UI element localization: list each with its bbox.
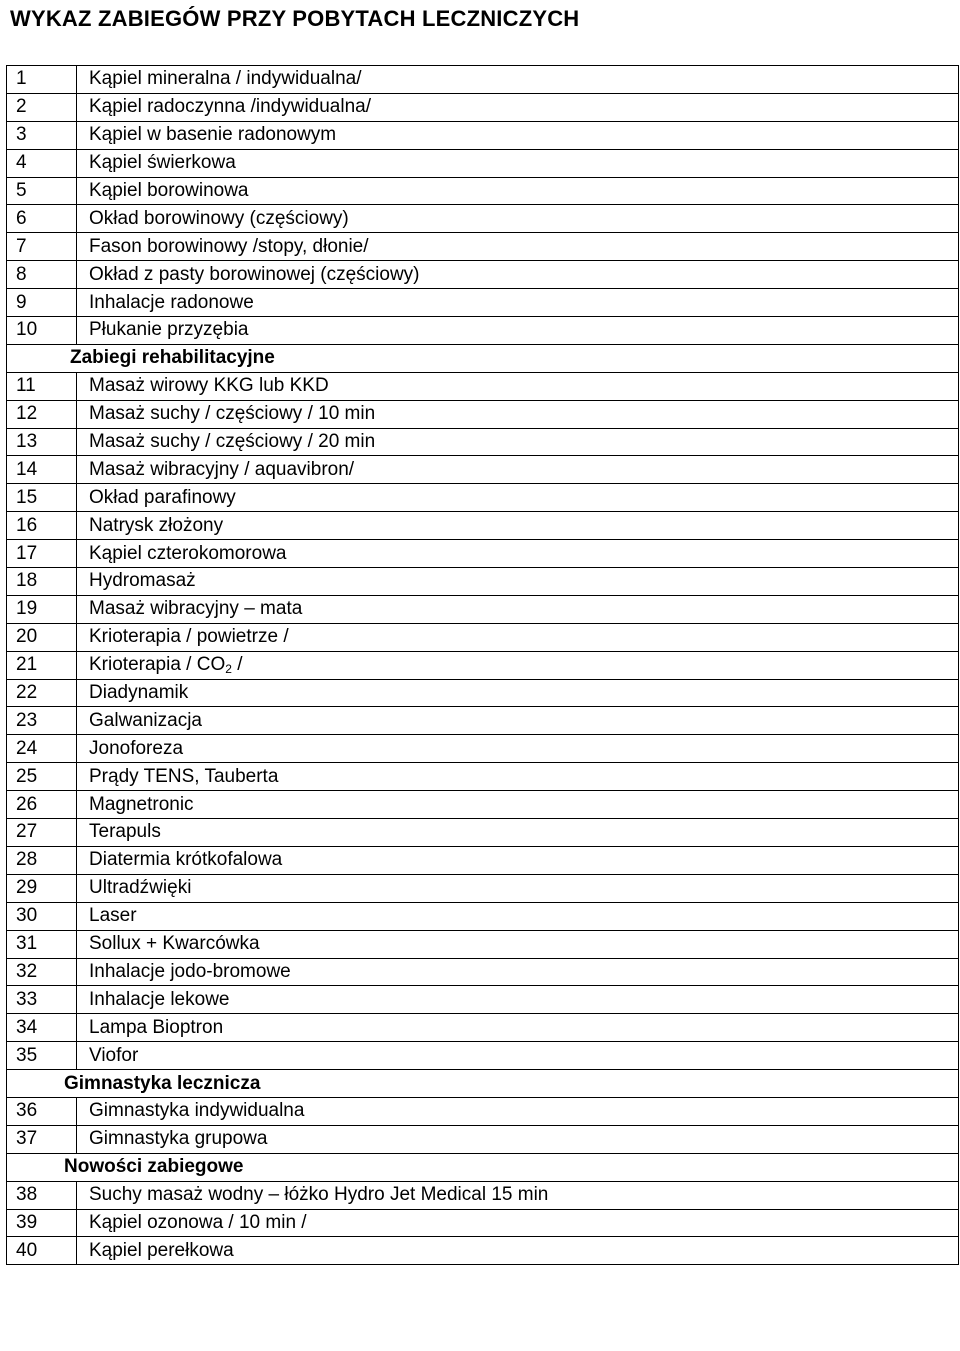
table-row bbox=[7, 846, 959, 874]
item-number: 16 bbox=[7, 512, 77, 540]
table-row bbox=[7, 317, 959, 345]
table-row bbox=[7, 874, 959, 902]
item-number: 34 bbox=[7, 1014, 77, 1042]
item-name: Okład borowinowy (częściowy) bbox=[77, 205, 959, 233]
item-name: Hydromasaż bbox=[77, 568, 959, 596]
section-heading: Zabiegi rehabilitacyjne bbox=[7, 344, 959, 372]
item-number: 36 bbox=[7, 1097, 77, 1125]
item-name: Okład parafinowy bbox=[77, 484, 959, 512]
item-number: 8 bbox=[7, 261, 77, 289]
table-row bbox=[7, 1125, 959, 1153]
table-row bbox=[7, 149, 959, 177]
item-name: Viofor bbox=[77, 1042, 959, 1070]
table-row bbox=[7, 1181, 959, 1209]
item-name: Masaż suchy / częściowy / 20 min bbox=[77, 428, 959, 456]
table-row bbox=[7, 93, 959, 121]
table-row bbox=[7, 177, 959, 205]
item-number: 27 bbox=[7, 819, 77, 847]
table-row bbox=[7, 791, 959, 819]
item-number: 33 bbox=[7, 986, 77, 1014]
item-name: Jonoforeza bbox=[77, 735, 959, 763]
item-name: Natrysk złożony bbox=[77, 512, 959, 540]
table-row bbox=[7, 930, 959, 958]
table-row bbox=[7, 261, 959, 289]
item-number: 40 bbox=[7, 1237, 77, 1265]
item-name: Kąpiel czterokomorowa bbox=[77, 540, 959, 568]
section-heading: Nowości zabiegowe bbox=[7, 1153, 959, 1181]
table-row bbox=[7, 679, 959, 707]
section-heading-row bbox=[7, 1153, 959, 1181]
item-number: 3 bbox=[7, 121, 77, 149]
section-heading-row bbox=[7, 1070, 959, 1098]
table-row bbox=[7, 1209, 959, 1237]
item-name: Gimnastyka grupowa bbox=[77, 1125, 959, 1153]
item-name: Masaż wirowy KKG lub KKD bbox=[77, 372, 959, 400]
item-number: 23 bbox=[7, 707, 77, 735]
table-row bbox=[7, 456, 959, 484]
item-name: Inhalacje lekowe bbox=[77, 986, 959, 1014]
item-number: 11 bbox=[7, 372, 77, 400]
item-name: Inhalacje radonowe bbox=[77, 289, 959, 317]
item-name: Diadynamik bbox=[77, 679, 959, 707]
item-number: 31 bbox=[7, 930, 77, 958]
table-row bbox=[7, 651, 959, 679]
table-row bbox=[7, 735, 959, 763]
item-number: 26 bbox=[7, 791, 77, 819]
item-name-suffix: / bbox=[231, 654, 243, 676]
item-name: Krioterapia / powietrze / bbox=[77, 623, 959, 651]
section-heading-row bbox=[7, 344, 959, 372]
table-row bbox=[7, 623, 959, 651]
item-name: Terapuls bbox=[77, 819, 959, 847]
table-row bbox=[7, 595, 959, 623]
item-number: 12 bbox=[7, 400, 77, 428]
item-number: 35 bbox=[7, 1042, 77, 1070]
section-heading: Gimnastyka lecznicza bbox=[7, 1070, 959, 1098]
table-row bbox=[7, 1237, 959, 1265]
item-name: Kąpiel ozonowa / 10 min / bbox=[77, 1209, 959, 1237]
item-name: Fason borowinowy /stopy, dłonie/ bbox=[77, 233, 959, 261]
item-number: 28 bbox=[7, 846, 77, 874]
item-name: Gimnastyka indywidualna bbox=[77, 1097, 959, 1125]
item-number: 37 bbox=[7, 1125, 77, 1153]
table-row bbox=[7, 400, 959, 428]
table-row bbox=[7, 428, 959, 456]
table-row bbox=[7, 1042, 959, 1070]
item-number: 30 bbox=[7, 902, 77, 930]
item-name: Kąpiel mineralna / indywidualna/ bbox=[77, 66, 959, 94]
item-name: Okład z pasty borowinowej (częściowy) bbox=[77, 261, 959, 289]
item-number: 29 bbox=[7, 874, 77, 902]
item-number: 9 bbox=[7, 289, 77, 317]
item-number: 18 bbox=[7, 568, 77, 596]
item-name: Kąpiel świerkowa bbox=[77, 149, 959, 177]
table-row bbox=[7, 568, 959, 596]
table-row bbox=[7, 540, 959, 568]
item-number: 14 bbox=[7, 456, 77, 484]
item-number: 21 bbox=[7, 651, 77, 679]
table-row bbox=[7, 372, 959, 400]
item-number: 25 bbox=[7, 763, 77, 791]
item-number: 20 bbox=[7, 623, 77, 651]
item-number: 24 bbox=[7, 735, 77, 763]
item-name: Kąpiel radoczynna /indywidualna/ bbox=[77, 93, 959, 121]
item-number: 15 bbox=[7, 484, 77, 512]
item-name: Płukanie przyzębia bbox=[77, 317, 959, 345]
table-row bbox=[7, 233, 959, 261]
item-name-text: Krioterapia / CO bbox=[89, 654, 226, 676]
item-name: Lampa Bioptron bbox=[77, 1014, 959, 1042]
item-name: Masaż wibracyjny / aquavibron/ bbox=[77, 456, 959, 484]
item-name: Suchy masaż wodny – łóżko Hydro Jet Medical 15 min bbox=[77, 1181, 959, 1209]
item-name: Prądy TENS, Tauberta bbox=[77, 763, 959, 791]
item-number: 10 bbox=[7, 317, 77, 345]
item-name: Laser bbox=[77, 902, 959, 930]
item-number: 32 bbox=[7, 958, 77, 986]
item-number: 13 bbox=[7, 428, 77, 456]
table-row bbox=[7, 986, 959, 1014]
table-row bbox=[7, 121, 959, 149]
item-name: Kąpiel w basenie radonowym bbox=[77, 121, 959, 149]
item-number: 1 bbox=[7, 66, 77, 94]
item-name: Sollux + Kwarcówka bbox=[77, 930, 959, 958]
item-name: Ultradźwięki bbox=[77, 874, 959, 902]
item-number: 4 bbox=[7, 149, 77, 177]
table-row bbox=[7, 66, 959, 94]
table-row bbox=[7, 763, 959, 791]
table-row bbox=[7, 958, 959, 986]
table-row bbox=[7, 484, 959, 512]
table-row bbox=[7, 1014, 959, 1042]
item-number: 22 bbox=[7, 679, 77, 707]
item-number: 2 bbox=[7, 93, 77, 121]
item-number: 5 bbox=[7, 177, 77, 205]
item-number: 6 bbox=[7, 205, 77, 233]
item-name: Masaż suchy / częściowy / 10 min bbox=[77, 400, 959, 428]
table-row bbox=[7, 512, 959, 540]
item-name: Masaż wibracyjny – mata bbox=[77, 595, 959, 623]
treatments-table bbox=[6, 65, 959, 1265]
item-number: 17 bbox=[7, 540, 77, 568]
table-row bbox=[7, 289, 959, 317]
page-title: WYKAZ ZABIEGÓW PRZY POBYTACH LECZNICZYCH bbox=[10, 6, 580, 31]
item-name: Inhalacje jodo-bromowe bbox=[77, 958, 959, 986]
table-row bbox=[7, 819, 959, 847]
table-row bbox=[7, 902, 959, 930]
item-number: 38 bbox=[7, 1181, 77, 1209]
item-number: 19 bbox=[7, 595, 77, 623]
item-number: 7 bbox=[7, 233, 77, 261]
item-number: 39 bbox=[7, 1209, 77, 1237]
item-name-subscript: 2 bbox=[225, 662, 232, 677]
item-name: Diatermia krótkofalowa bbox=[77, 846, 959, 874]
table-row bbox=[7, 707, 959, 735]
item-name: Galwanizacja bbox=[77, 707, 959, 735]
item-name: Kąpiel perełkowa bbox=[77, 1237, 959, 1265]
item-name: Magnetronic bbox=[77, 791, 959, 819]
table-row bbox=[7, 205, 959, 233]
item-name bbox=[77, 651, 959, 679]
item-name: Kąpiel borowinowa bbox=[77, 177, 959, 205]
table-row bbox=[7, 1097, 959, 1125]
